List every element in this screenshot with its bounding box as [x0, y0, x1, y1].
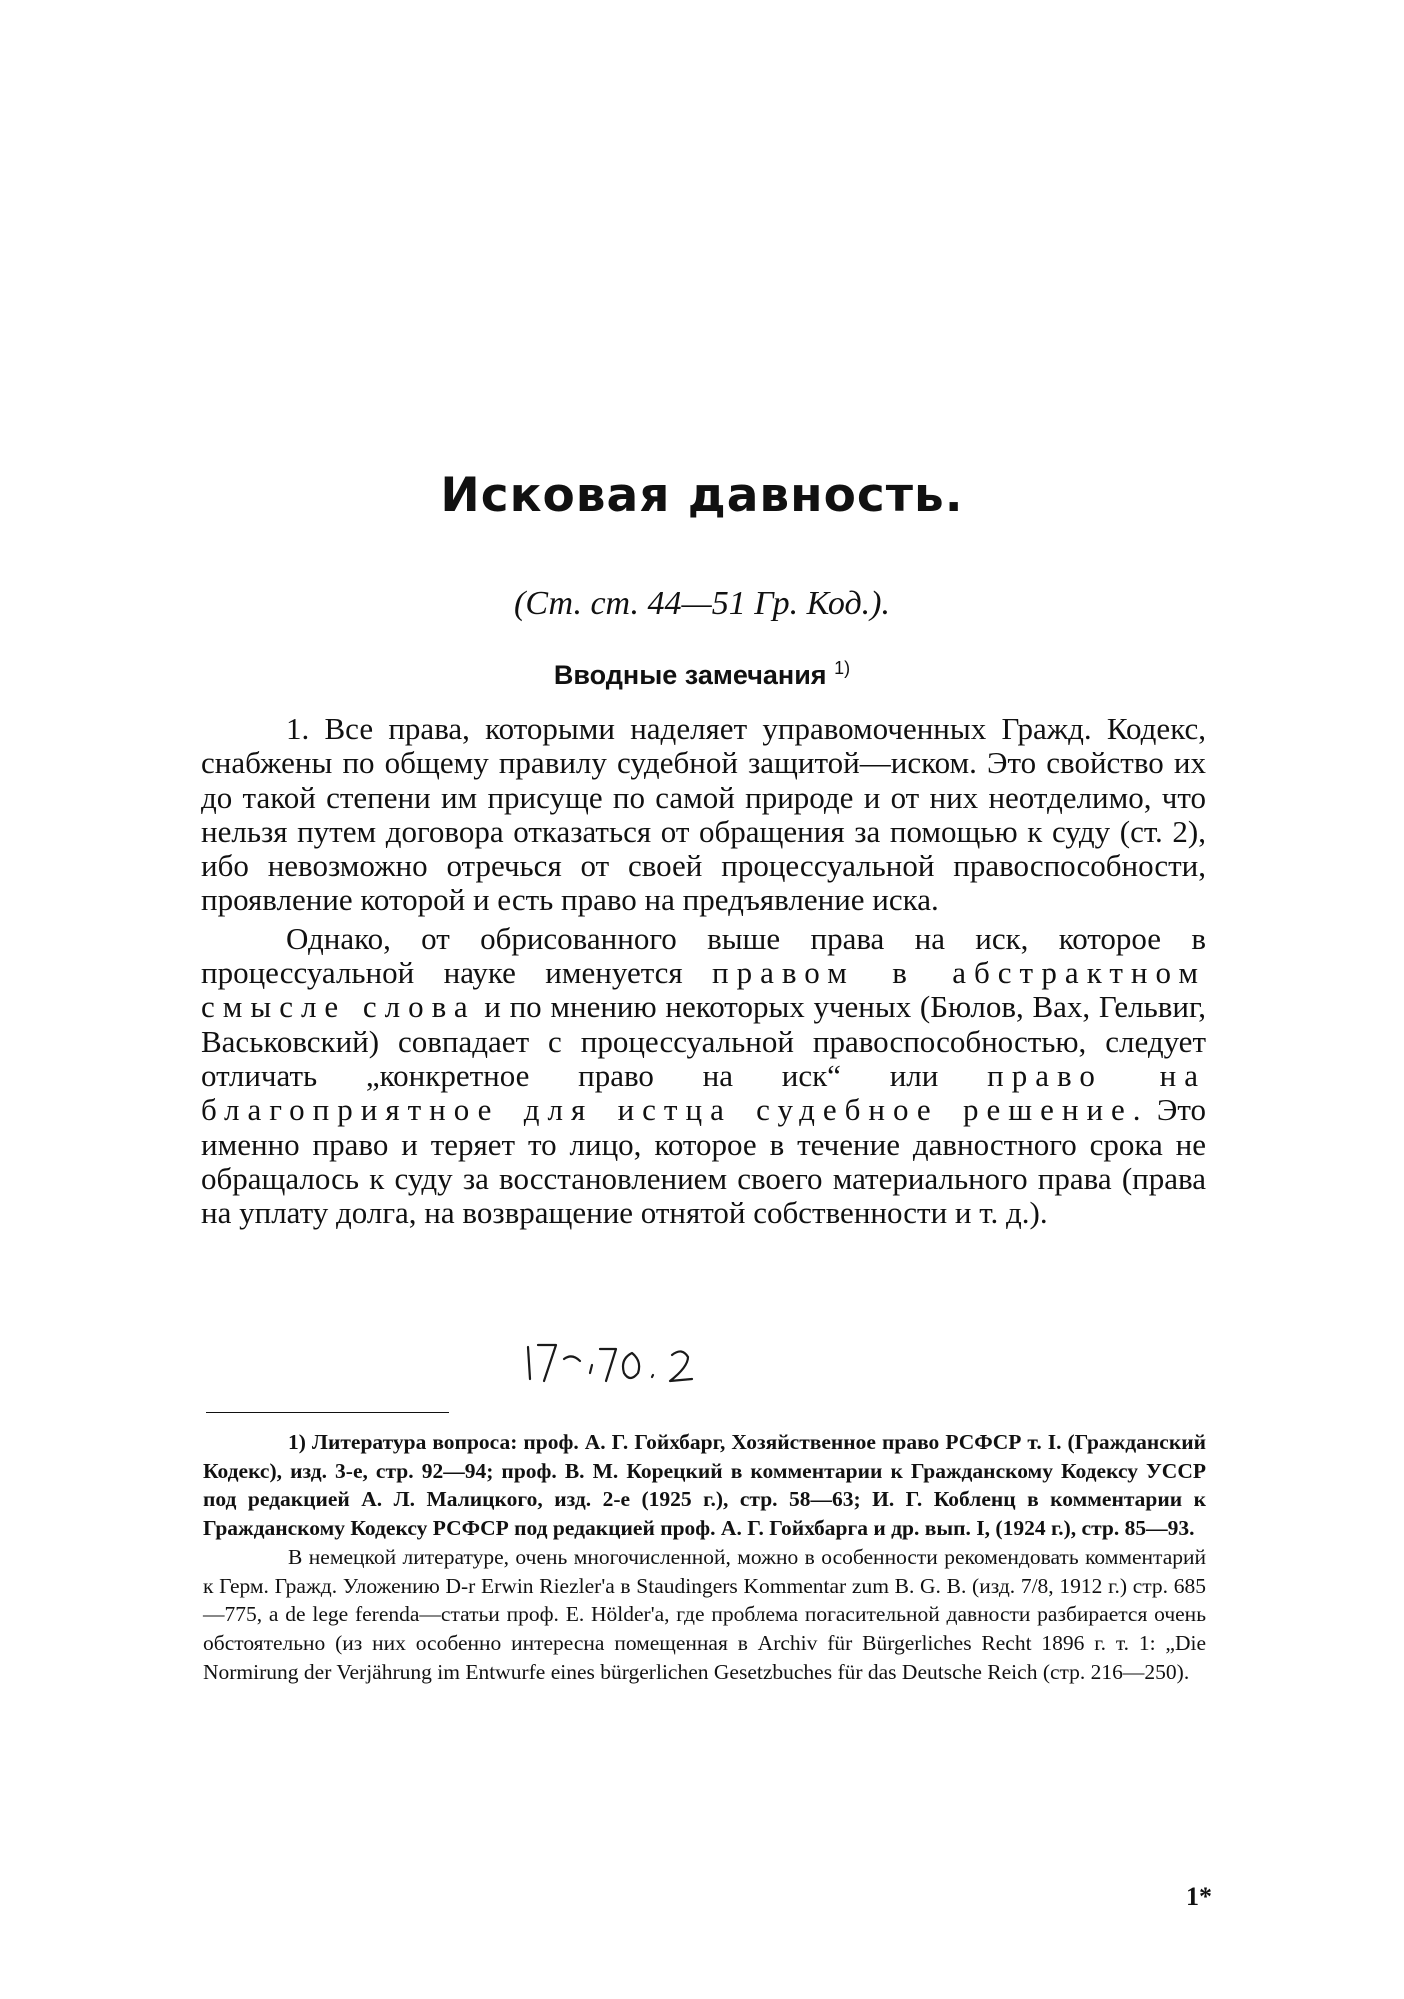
section-heading-text: Вводные замечания	[553, 660, 827, 690]
footnote-1: 1) Литература вопроса: проф. А. Г. Гойхбарг, Хозяйственное право РСФСР т. I. (Гражданский Кодекс), изд. 3-е, стр. 92—94; проф. В. М. Корецкий в комментарии к Гражданскому Кодексу УССР под редакцией А. Л. Малицкого, изд. 2-е (1925 г.), стр. 58—63; И. Г. Кобленц в комментарии к Гражданскому Кодексу РСФСР под редакцией проф. А. Г. Гойхбарга и др. вып. I, (1924 г.), стр. 85—93.	[203, 1430, 1206, 1541]
body-text	[201, 712, 1206, 1230]
section-heading	[0, 658, 1404, 691]
page-title: Исковая давность.	[440, 468, 964, 523]
paragraph-1: 1. Все права, которыми наделяет управомоченных Гражд. Кодекс, снабжены по общему правилу судебной защитой—иском. Это свойство их до такой степени им присуще по самой природе и от них неотделимо, что нельзя путем договора отказаться от обращения за помощью к суду (ст. 2), ибо невозможно отречься от своей процессуальной правоспособности, проявление которой и есть право на предъявление иска.	[201, 711, 1206, 918]
paragraph-2-part-2: и по мнению некоторых ученых (Бюлов, Вах, Гельвиг, Васьковский) совпадает с процессуальной правоспособностью, следует отличать „конкретное право на иск“ или	[201, 989, 1206, 1093]
footnote-divider	[206, 1412, 449, 1413]
paragraph-2	[201, 922, 1206, 1231]
paragraph-2-part-3: . Это именно право и теряет то лицо, которое в течение давностного срока не обращалось к суду за восстановлением своего материального права (права на уплату долга, на возвращение отнятой собственности и т. д.).	[201, 1092, 1207, 1231]
page-number: 1*	[1186, 1882, 1212, 1911]
emphasized-term-abstract-right: правом в абстрактном смысле слова	[201, 955, 1207, 1025]
footnote-reference: 1)	[834, 658, 851, 678]
emphasized-term-favorable-decision: право на благоприятное для истца судебное решение	[201, 1057, 1206, 1128]
handwritten-note	[520, 1335, 750, 1390]
paragraph-2-part-1: Однако, от обрисованного выше права на иск, которое в процессуальной науке именуется	[201, 920, 1206, 991]
footnotes	[203, 1428, 1206, 1686]
footnote-1-continuation: В немецкой литературе, очень многочисленной, можно в особенности рекомендовать комментарий к Герм. Гражд. Уложению D-r Erwin Riezler'a в Staudingers Kommentar zum B. G. B. (изд. 7/8, 1912 г.) стр. 685—775, a de lege ferenda—статьи проф. E. Hölder'a, где проблема погасительной давности разбирается очень обстоятельно (из них особенно интересна помещенная в Archiv für Bürgerliches Recht 1896 г. т. 1: „Die Normirung der Verjährung im Entwurfe eines bürgerlichen Gesetzbuches für das Deutsche Reich (стр. 216—250).	[203, 1544, 1206, 1684]
page-subtitle: (Ст. ст. 44—51 Гр. Код.).	[514, 585, 890, 622]
